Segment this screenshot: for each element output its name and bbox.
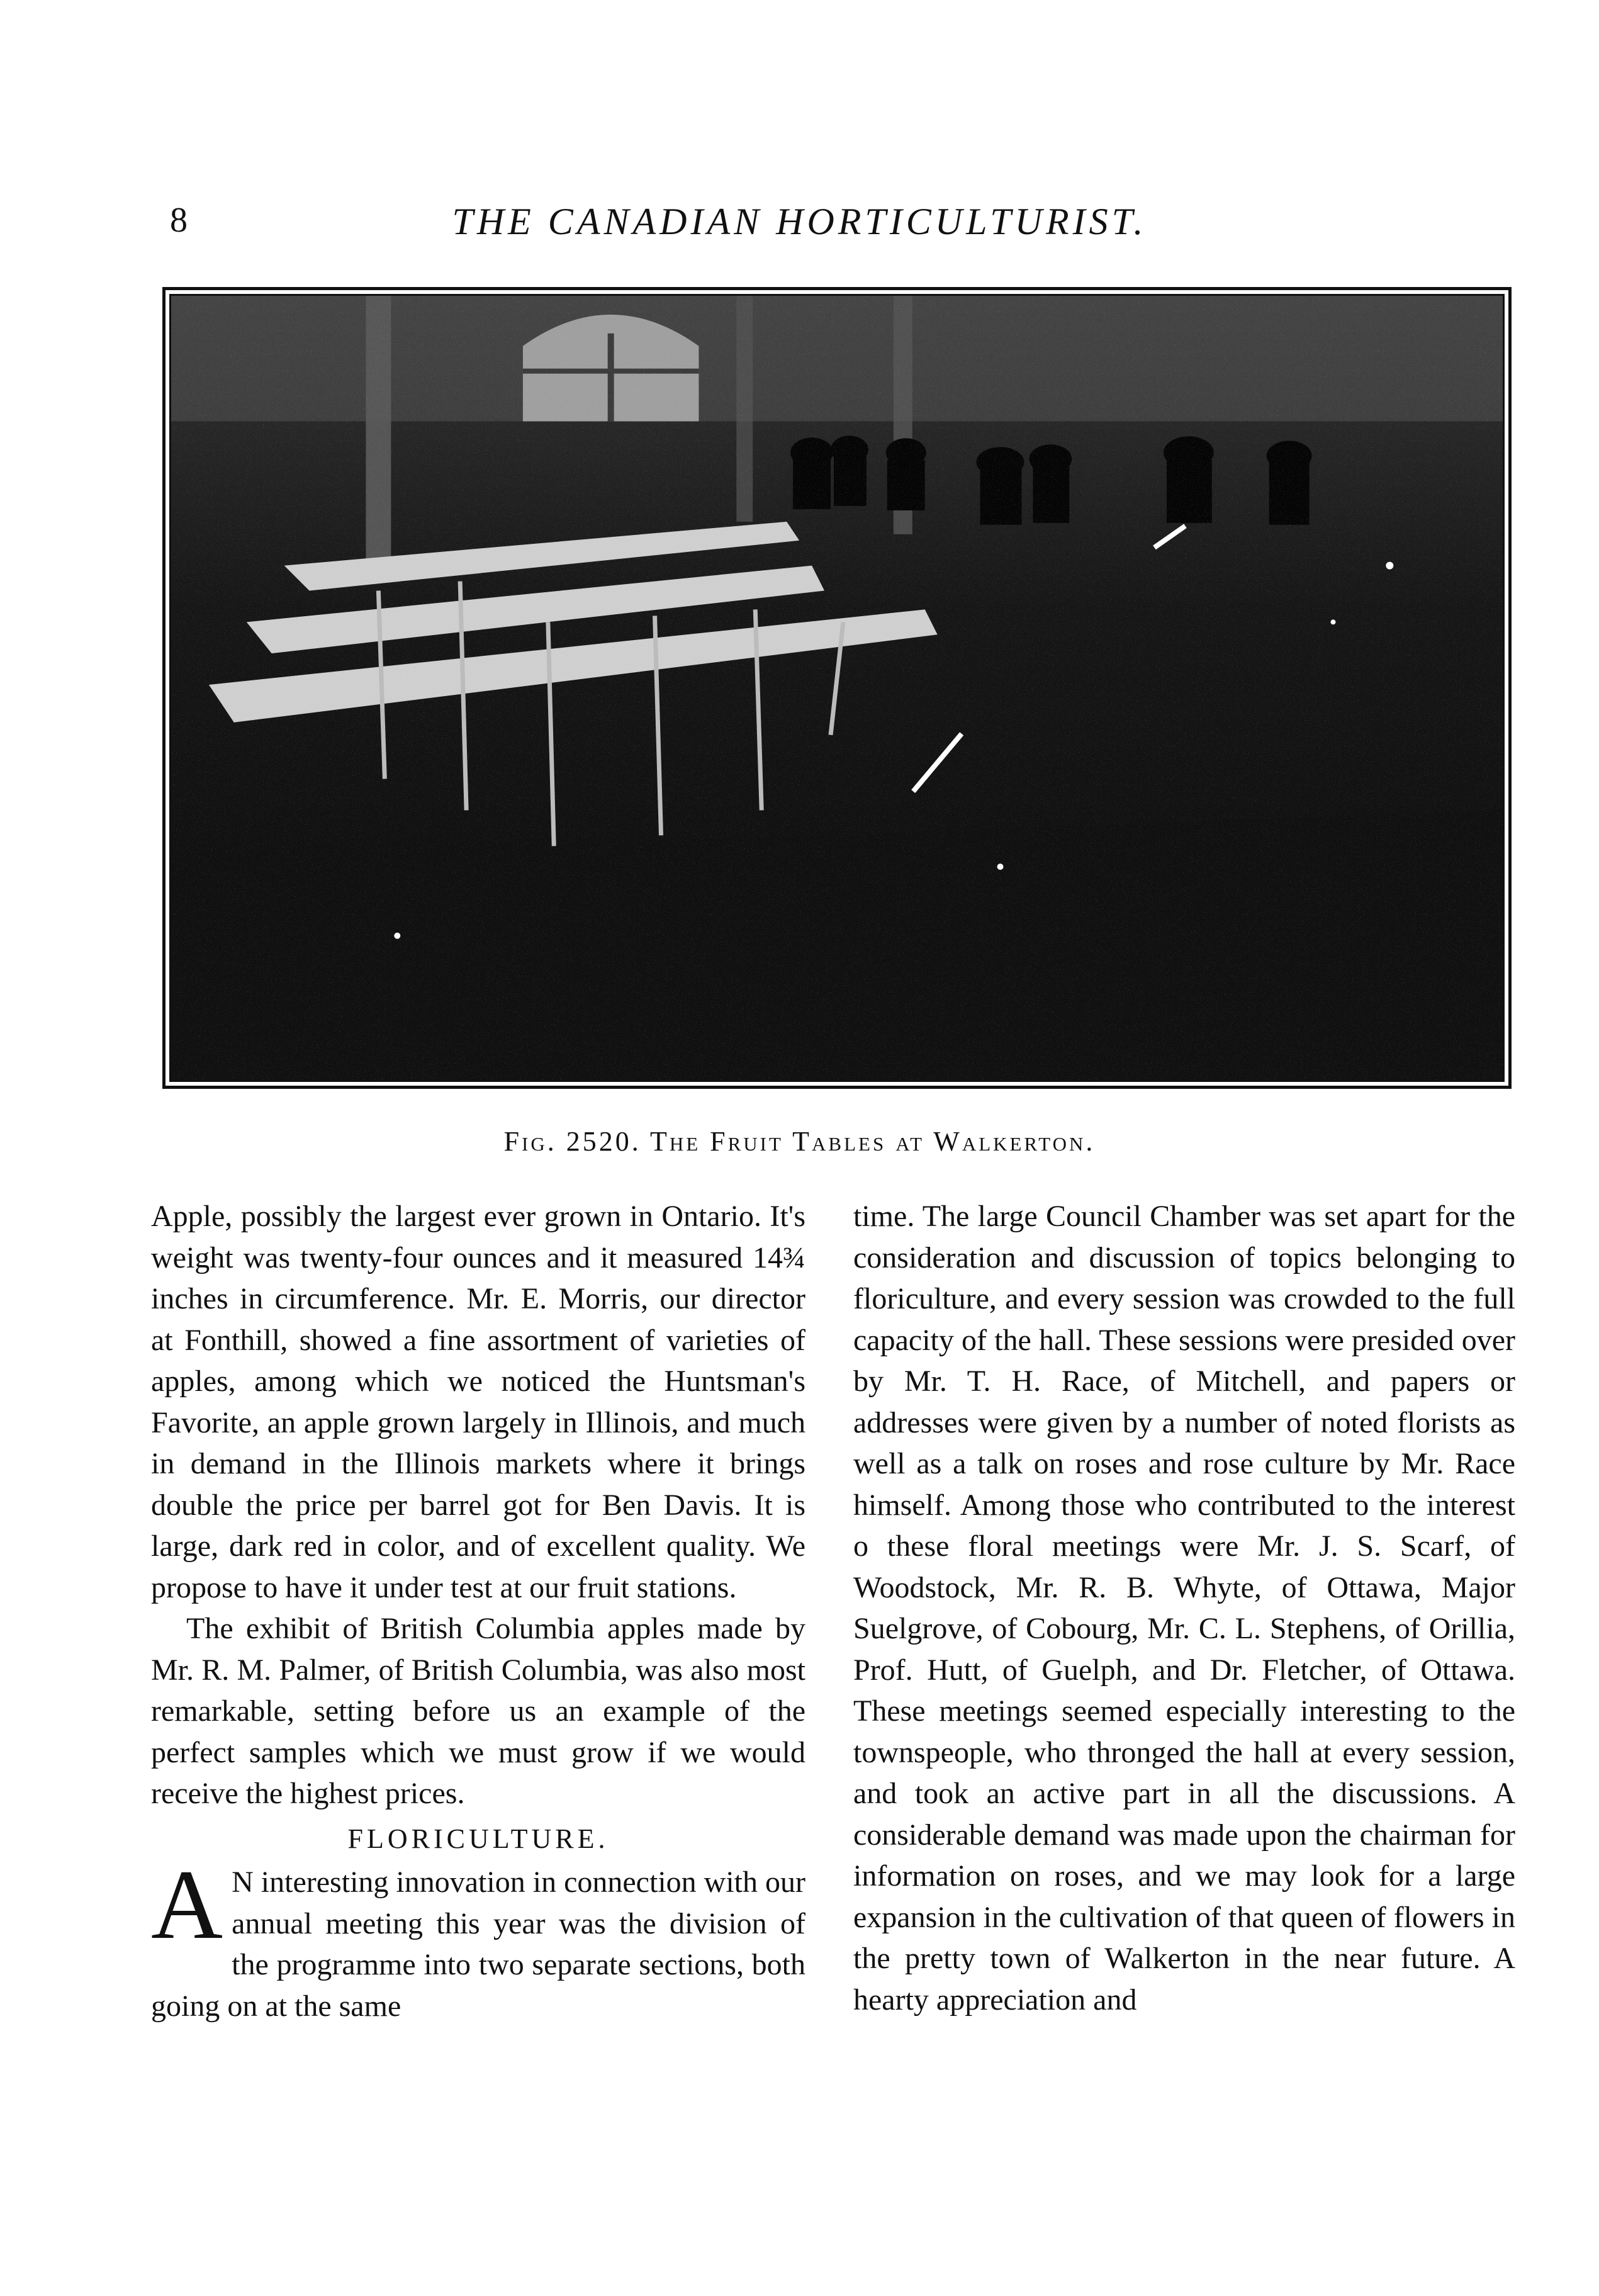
paragraph-text: N interesting innovation in connection with our annual meeting this year was the division of the programme into two separate sections, both going on at the same <box>151 1866 805 2023</box>
paragraph: The exhibit of British Columbia apples made by Mr. R. M. Palmer, of British Columbia, was also most remarkable, setting before us an example of the perfect samples which we must grow if we would receive the highest prices. <box>151 1612 805 1810</box>
left-column <box>151 1196 805 2027</box>
section-heading: FLORICULTURE. <box>347 1823 609 1854</box>
right-column <box>853 1196 1515 2020</box>
drop-cap: A <box>151 1850 223 1960</box>
page-number: 8 <box>170 201 188 240</box>
paragraph: time. The large Council Chamber was set apart for the consideration and discussion of topics belonging to floriculture, and every session was crowded to the full capacity of the hall. These sessions were presided over by Mr. T. H. Race, of Mitchell, and papers or addresses were given by a number of noted florists as well as a talk on roses and rose culture by Mr. Race himself. Among those who contributed to the interest o these floral meetings were Mr. J. S. Scarf, of Woodstock, Mr. R. B. Whyte, of Ottawa, Major Suelgrove, of Cobourg, Mr. C. L. Stephens, of Orillia, Prof. Hutt, of Guelph, and Dr. Fletcher, of Ottawa. These meetings seemed especially interesting to the townspeople, who thronged the hall at every session, and took an active part in all the discussions. A considerable demand was made upon the chairman for information on roses, and we may look for a large expansion in the cultivation of that queen of flowers in the pretty town of Walkerton in the near future. A hearty appreciation and <box>853 1200 1515 2017</box>
figure-photo <box>162 287 1512 1089</box>
photo-illustration <box>171 296 1503 1080</box>
running-title: THE CANADIAN HORTICULTURIST. <box>452 201 1147 242</box>
figure-caption: Fig. 2520. The Fruit Tables at Walkerton. <box>503 1126 1096 1157</box>
photo-fruit-tables <box>169 294 1505 1082</box>
paragraph <box>151 1850 805 2027</box>
paragraph: Apple, possibly the largest ever grown in Ontario. It's weight was twenty-four ounces and it measured 14¾ inches in circumference. Mr. E. Morris, our director at Fonthill, showed a fine assortment of varieties of apples, among which we noticed the Huntsman's Favorite, an apple grown largely in Illinois, and much in demand in the Illinois markets where it brings double the price per barrel got for Ben Davis. It is large, dark red in color, and of excellent quality. We propose to have it under test at our fruit stations. <box>151 1200 805 1604</box>
